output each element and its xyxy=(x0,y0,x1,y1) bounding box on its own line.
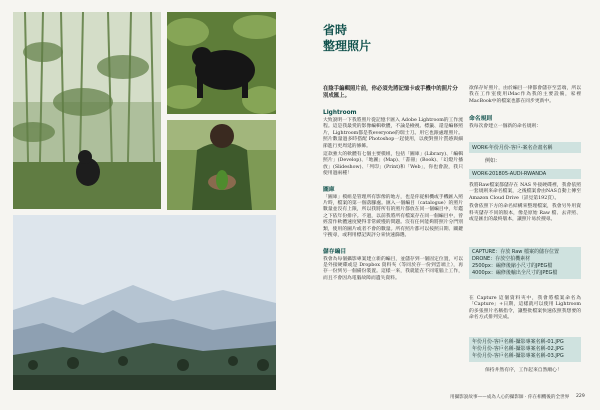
capture-paragraph: 在 Capture 這個資料夾中，我會將檔案命名為「Capture」+日期，這樣就可以使用 Lightroom 的多張照片名稱指令，讓整批檔案快速依照我想要的命名方式排列完成。 xyxy=(469,296,581,321)
example-format-box: WORK-201805-AUDI-RWANDA xyxy=(469,169,581,179)
lightroom-paragraph-2: 這款強大的軟體有七個主要模組，包括「圖庫」(Library)、「編輯照片」(Develop)、「地圖」(Map)、「書冊」(Book)、「幻燈片播放」(Slideshow)、「列印」(Print)和「Web」，你也會說，我只使用過兩種！ xyxy=(323,152,463,177)
bamboo-forest-gorilla-photo xyxy=(13,12,161,209)
example-label: 例如： xyxy=(485,158,501,164)
raw-storage-block xyxy=(469,183,581,223)
folder-item: CAPTURE：存放 Raw 檔案的儲存位置 xyxy=(472,249,559,255)
closing-line: 保持井然有序，工作起來自然順心！ xyxy=(485,368,562,373)
page-title-line1: 省時 xyxy=(323,23,348,37)
section-heading-library: 圖庫 xyxy=(323,186,335,193)
column-1 xyxy=(323,110,463,282)
lead-paragraph: 在陰手編輯照片前，你必須先將記憶卡或手機中的照片分別成匯上。 xyxy=(323,86,458,100)
naming-format-box: WORK-年份月份-客戶-案名企畫名稱 xyxy=(469,142,581,153)
misty-mountain-landscape-photo xyxy=(13,215,276,390)
storage-paragraph: 我會為每個攝影專案建立新的編目，並儲存到一個固定位置，可以是外接硬碟或是 Dropbox 資料夾（等同於存一份到雲端上），再存一份到另一個備份裝置。這樣一來，我就能在不同電腦上工作，而且不會因為電腦故障而遺失資料。 xyxy=(323,256,463,281)
footer-book-title: 用攝影說故事——成為人心的攝影師 · 你在相機後的全世界 xyxy=(450,395,570,400)
column-2 xyxy=(469,86,581,131)
lightroom-paragraph-1: 大致說明一下我將照片從記憶卡匯入 Adobe Lightroom的工作流程。這是我最愛的影像編輯軟體，不論是檢視、標籤、還是編修照片，Lightroom都是我everyone的瑞士刀。用它也跟處理照片。照片數量過多時搭配 Photoshop一起使用，以便對照片質感與細節進行更周延的修飾。 xyxy=(323,118,463,149)
page-title xyxy=(323,22,371,54)
folder-item: DRONE：存放空拍機素材 xyxy=(472,256,531,262)
file-list-item: 年份月份-客戶名稱-攝影專案名稱-03.JPG xyxy=(472,353,564,359)
raw-paragraph: 我將Raw檔案都儲存在 NAS 外接硬碟裡，我會依照一套規則來命名檔案，之後檔案會由NAS自動上傳至Amazon Cloud Drive（詳見第192頁）。 xyxy=(469,183,581,201)
section-heading-naming: 命名規則 xyxy=(469,116,493,123)
page-title-line2: 整理照片 xyxy=(323,39,372,53)
page-number: 229 xyxy=(576,394,585,399)
gorilla-in-grass-photo xyxy=(167,12,276,114)
folder-item: 4000px：編修後輸出全尺寸的JPEG檔 xyxy=(472,270,558,276)
folder-item: 2500px：編修後縮小尺寸的JPEG檔 xyxy=(472,263,553,269)
file-list-box xyxy=(469,337,581,362)
column-2-intro: 欲保存好照片，由於編目一律都會儲存至雲端，所以我在工作室使用iMac作為我的主要設備，家裡 MacBook中的檔案也都在同步更新中。 xyxy=(469,86,581,104)
file-list-item: 年份月份-客戶名稱-攝影專案名稱-01.JPG xyxy=(472,339,564,345)
ranger-holding-leaf-photo xyxy=(167,120,276,210)
library-paragraph: 「圖庫」模組是管理所有影像的地方，也是你從相機或手機匯入照片時，檔案的第一個落腳處。匯入一個編目（catalogue）的照片數量並沒有上限，所以我將所有的照片都放在同一個編目中，年鑑之下依年份排序。不過，以前我將所有檔案存在同一個編目中，曾經當作軟體速度變得非常緩慢的問題。沒有任何能夠將照片分門別類，使用的圖片或者不會的數量。所有照片都可以按照日期、關鍵字搜尋，或利用標記與評分來快速篩選。 xyxy=(323,194,463,239)
folders-box xyxy=(469,247,581,279)
section-heading-storage: 儲存編目 xyxy=(323,248,347,255)
raw-paragraph-2: 我會依照下方的命名結構來整理檔案，我會另外用資料夾儲存不同的版本，像是原始 Raw 檔、去背照、或是匯出的最終版本，讓照片易於搜尋。 xyxy=(469,204,581,223)
naming-lead: 我每次會建立一個新的命名規則： xyxy=(469,124,541,130)
file-list-item: 年份月份-客戶名稱-攝影專案名稱-02.JPG xyxy=(472,346,564,352)
section-heading-lightroom: Lightroom xyxy=(323,110,357,116)
